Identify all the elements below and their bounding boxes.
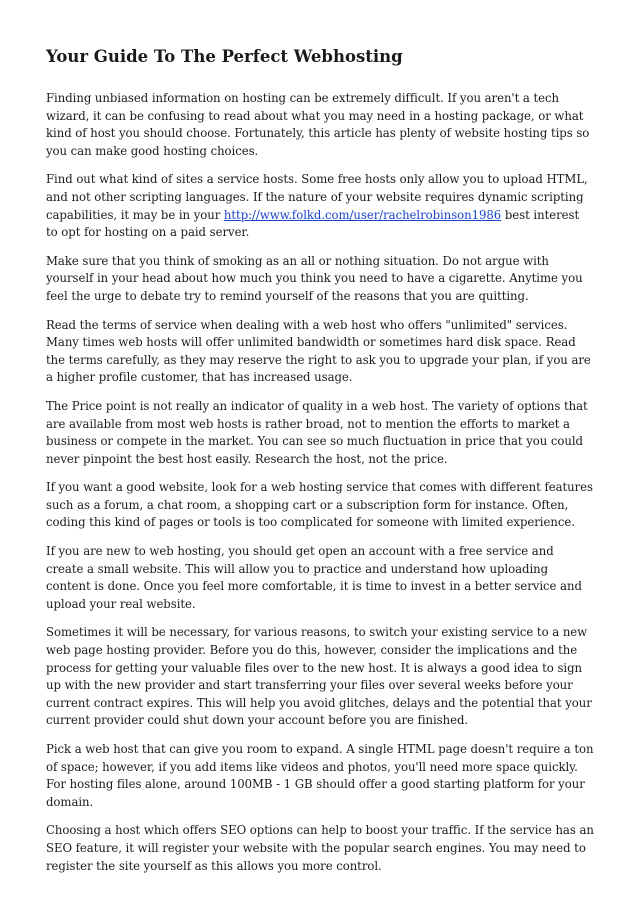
document-title: Your Guide To The Perfect Webhosting (46, 47, 403, 66)
profile-link[interactable]: http://www.folkd.com/user/rachelrobinson1986 (223, 207, 502, 222)
paragraph-features: If you want a good website, look for a web hosting service that comes with different features such as a forum, a chat room, a shopping cart or a subscription form for instance. Often, coding this kind of pages or tools is too complicated for someone with limited experience. (46, 480, 593, 530)
paragraph-text-before-link: Find out what kind of sites a service hosts. Some free hosts only allow you to upload HTML, and not other scripting languages. If the nature of your website requires dynamic scripting capabilities, it may be in your (46, 172, 588, 222)
paragraph-text-after-link: best interest to opt for hosting on a paid server. (46, 207, 580, 240)
paragraph-seo: Choosing a host which offers SEO options can help to boost your traffic. If the service has an SEO feature, it will register your website with the popular search engines. You may need to register the site yourself as this allows you more control. (46, 823, 594, 873)
paragraph-intro: Finding unbiased information on hosting can be extremely difficult. If you aren't a tech wizard, it can be confusing to read about what you may need in a hosting package, or what kind of host you should choose. Fortunately, this article has plenty of website hosting tips so you can make good hosting choices. (46, 91, 590, 158)
paragraph-price-point: The Price point is not really an indicator of quality in a web host. The variety of options that are available from most web hosts is rather broad, not to mention the efforts to market a business or compete in the market. You can see so much fluctuation in price that you could never pinpoint the best host easily. Research the host, not the price. (46, 398, 588, 466)
paragraph-terms-of-service: Read the terms of service when dealing with a web host who offers "unlimited" services. Many times web hosts will offer unlimited bandwidth or sometimes hard disk space. Read the terms carefully, as they may reserve the right to ask you to upgrade your plan, if you are a higher profile customer, that has increased usage. (46, 317, 591, 385)
paragraph-room-to-expand: Pick a web host that can give you room to expand. A single HTML page doesn't require a ton of space; however, if you add items like videos and photos, you'll need more space quickly. For hosting files alone, around 100MB - 1 GB should offer a good starting platform for your domain. (46, 742, 594, 809)
paragraph-smoking: Make sure that you think of smoking as an all or nothing situation. Do not argue with yourself in your head about how much you think you need to have a cigarette. Anytime you feel the urge to debate try to remind yourself of the reasons that you are quitting. (46, 253, 583, 303)
paragraph-with-link (46, 171, 594, 241)
paragraph-free-service: If you are new to web hosting, you should get open an account with a free service and create a small website. This will allow you to practice and understand how uploading content is done. Once you feel more comfortable, it is time to invest in a better service and upload your real website. (46, 544, 582, 611)
paragraph-switch-provider: Sometimes it will be necessary, for various reasons, to switch your existing service to a new web page hosting provider. Before you do this, however, consider the implications and the process for getting your valuable files over to the new host. It is always a good idea to sign up with the new provider and start transferring your files over several weeks before your current contract expires. This will help you avoid glitches, delays and the potential that your current provider could shut down your account before you are finished. (46, 625, 592, 728)
document-page (46, 46, 594, 886)
